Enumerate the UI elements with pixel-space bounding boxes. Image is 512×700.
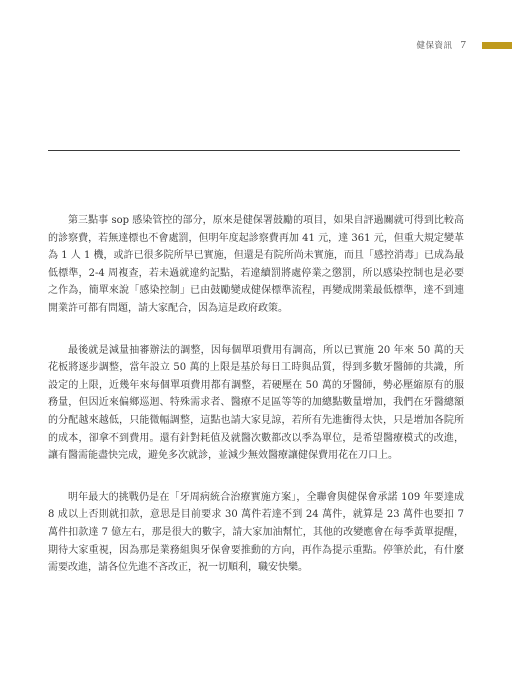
paragraph-infection-control: 第三點事 sop 感染管控的部分，原來是健保署鼓勵的項目，如果自評過關就可得到比較高的診察費，若無達標也不會處罰，但明年度起診察費再加 41 元，達 361 元，但重大規定變革為 1 人 1 機，或許已很多院所早已實施，但還是有院所尚未實施，而且「感控消毒」已成為最低標準，2-4 周複查，若未過就違約記點，若違續罰將處停業之懲罰，所以感染控制也是必要之作為，簡單來說「感染控制」已由鼓勵變成健保標準流程，再變成開業最低標準，達不到連開業許可都有問題，請大家配合，因為這是政府政策。 bbox=[48, 215, 464, 314]
running-header-title: 健保資訊 bbox=[416, 41, 453, 51]
paragraph-periodontal-challenge: 明年最大的挑戰仍是在「牙周病統合治療實施方案」，全聯會與健保會承諾 109 年要達成 8 成以上否則就扣款，意思是目前要求 30 萬件若達不到 24 萬件，就算是 23 萬件也要扣 7 萬件扣款達 7 億左右，那是很大的數字，請大家加油幫忙，其他的改變應會在每季黃單提醒，期待大家重視，因為那是業務組與牙保會要推動的方向，再作為提示重點。停筆於此，有什麼需要改進，請各位先進不吝改正，祝一切順利，職安快樂。 bbox=[48, 491, 464, 574]
accent-bar bbox=[482, 42, 512, 49]
article-body bbox=[48, 212, 464, 601]
paragraph-review-adjustment: 最後就是減量抽審辦法的調整，因每個單項費用有調高，所以已實施 20 年來 50 萬的天花板將逐步調整，當年設立 50 萬的上限是基於每日工時與品質，得到多數牙醫師的共識，所設定的上限，近幾年來每個單項費用都有調整，若硬壓在 50 萬的牙醫師，勢必壓縮原有的服務量，但因近來偏鄉巡迴、特殊需求者、醫療不足區等等的加總點數量增加，我們在牙醫總額的分配越來越低，只能微幅調整，這點也請大家見諒，若所有先進衝得太快，只是增加各院所的成本，卻拿不到費用。還有針對耗值及就醫次數都改以季為單位，是希望醫療模式的改進，讓有醫需能盡快完成，避免多次就診，並減少無效醫療讓健保費用花在刀口上。 bbox=[48, 344, 464, 462]
page-number: 7 bbox=[460, 39, 466, 51]
horizontal-rule bbox=[48, 150, 460, 151]
page-header bbox=[416, 38, 512, 52]
